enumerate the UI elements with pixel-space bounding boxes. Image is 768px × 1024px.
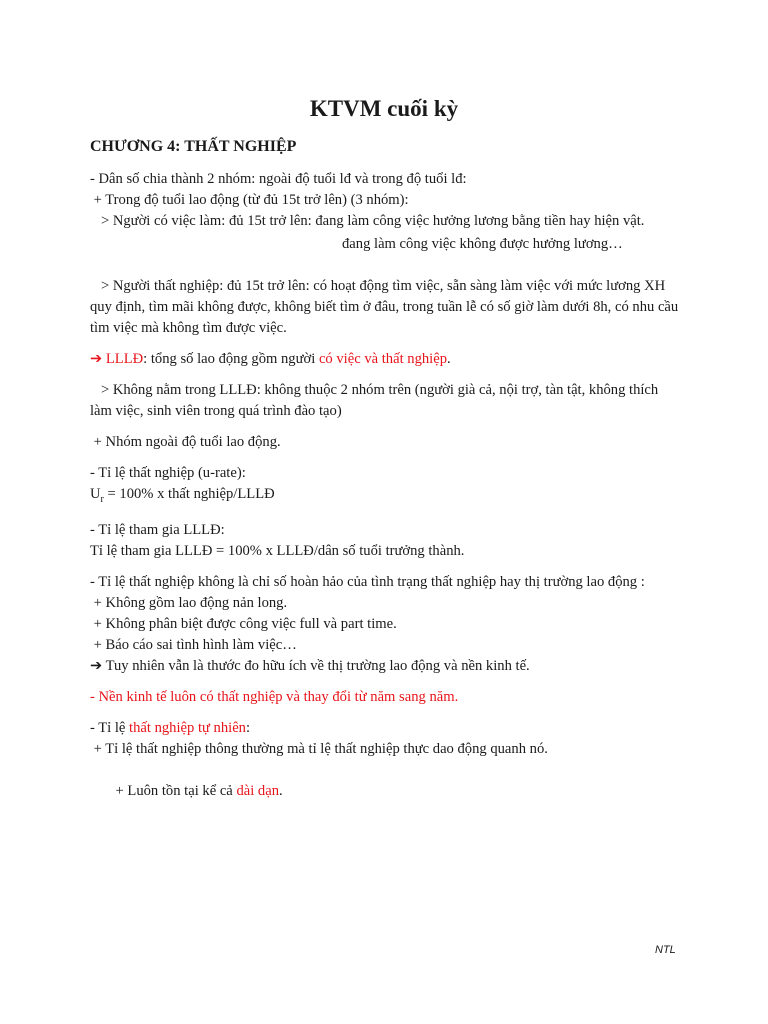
paragraph-labor-force: ➔ LLLĐ: tổng số lao động gồm người có việc và thất nghiệp.	[90, 351, 451, 367]
llld-definition: : tổng số lao động gồm người	[143, 351, 319, 367]
paragraph-working-age: + Trong độ tuổi lao động (từ đủ 15t trở lên) (3 nhóm):	[90, 192, 409, 208]
paragraph-natural-rate: - Tỉ lệ thất nghiệp tự nhiên:	[90, 719, 251, 736]
paragraph-not-in-labor-force: > Không nằm trong LLLĐ: không thuộc 2 nhóm trên (người già cả, nội trợ, tàn tật, không thích làm việc, sinh viên trong quá trình đào tạo)	[90, 382, 662, 419]
paragraph-employed: > Người có việc làm: đủ 15t trở lên: đang làm công việc hưởng lương bằng tiền hay hiện vật.	[90, 213, 645, 229]
long-run-highlight: dài dạn	[236, 782, 279, 799]
llld-highlight: có việc và thất nghiệp	[318, 351, 447, 367]
paragraph-participation-title: - Tỉ lệ tham gia LLLĐ:	[90, 521, 225, 538]
list-item-full-part-time: + Không phân biệt được công việc full và part time.	[90, 615, 397, 632]
page-title: KTVM cuối kỳ	[309, 96, 459, 121]
list-item-normal-rate: + Tỉ lệ thất nghiệp thông thường mà tỉ lệ thất nghiệp thực dao động quanh nó.	[90, 740, 548, 757]
chapter-heading: CHƯƠNG 4: THẤT NGHIỆP	[90, 138, 297, 155]
natural-rate-highlight: thất nghiệp tự nhiên	[129, 719, 246, 736]
document-body	[90, 169, 680, 823]
list-item-discouraged: + Không gồm lao động nản long.	[90, 594, 288, 611]
paragraph-unpaid-work: đang làm công việc không được hưởng lương…	[342, 236, 623, 252]
list-item-long-run: + Luôn tồn tại kể cả dài dạn.	[111, 782, 283, 799]
paragraph-limitations: - Tỉ lệ thất nghiệp không là chỉ số hoàn hảo của tình trạng thất nghiệp hay thị trường lao động :	[90, 573, 645, 590]
formula-u-rate: $U_r = 100\%$ x thất nghiệp/LLLĐ	[90, 486, 275, 505]
footer-initials: NTL	[655, 944, 676, 956]
paragraph-u-rate-title: - Tỉ lệ thất nghiệp (u-rate):	[90, 465, 246, 481]
paragraph-unemployed: > Người thất nghiệp: đủ 15t trở lên: có hoạt động tìm việc, sẵn sàng làm việc với mức lương XH quy định, tìm mãi không được, không biết tìm ở đâu, trong tuần lễ có số giờ làm dưới 8h, có nhu cầu tìm việc mà không tìm được việc.	[90, 278, 682, 336]
paragraph-outside-age: + Nhóm ngoài độ tuổi lao động.	[90, 434, 281, 450]
paragraph-economy-unemployment: - Nền kinh tế luôn có thất nghiệp và thay đổi từ năm sang năm.	[90, 688, 459, 705]
paragraph-conclusion: ➔ Tuy nhiên vẫn là thước đo hữu ích về thị trường lao động và nền kinh tế.	[90, 657, 530, 674]
formula-participation: Tỉ lệ tham gia LLLĐ = 100% x LLLĐ/dân số tuổi trưởng thành.	[90, 542, 465, 559]
arrow-llld: ➔ LLLĐ	[90, 351, 144, 367]
list-item-misreporting: + Báo cáo sai tình hình làm việc…	[90, 636, 297, 653]
paragraph-population-groups: - Dân số chia thành 2 nhóm: ngoài độ tuổi lđ và trong độ tuổi lđ:	[90, 171, 467, 187]
